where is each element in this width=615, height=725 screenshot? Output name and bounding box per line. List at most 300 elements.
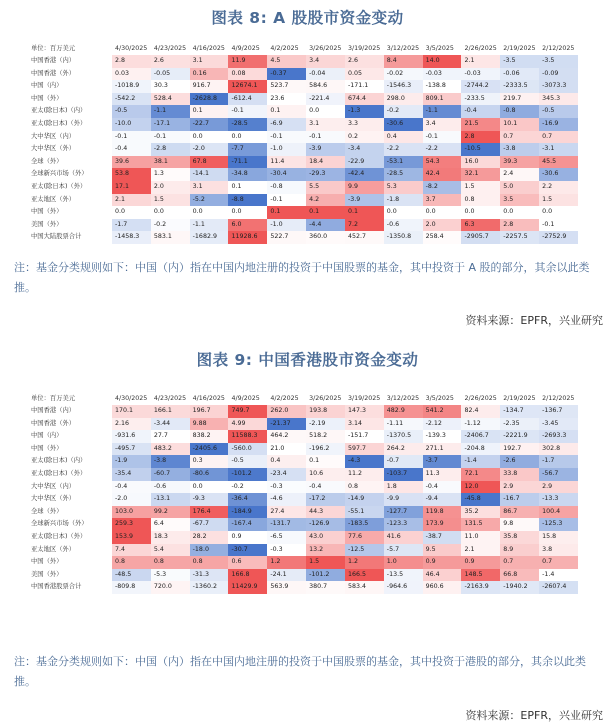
column-header: 4/2/2025 — [270, 45, 299, 52]
heatmap-cell: -2.19 — [306, 418, 345, 431]
row-label: 中国（外） — [31, 94, 63, 102]
heatmap-cell: -10.0 — [112, 118, 151, 131]
column-header: 4/23/2025 — [153, 45, 187, 52]
row-label: 中国（外） — [31, 558, 63, 566]
heatmap-cell: -2744.2 — [461, 80, 500, 93]
heatmap-cell: -3.4 — [345, 143, 384, 156]
heatmap-cell: 0.1 — [228, 181, 267, 194]
heatmap-cell: 18.3 — [151, 531, 190, 544]
heatmap-cell: -1360.2 — [190, 581, 229, 594]
heatmap-cell: -1.9 — [112, 455, 151, 468]
heatmap-cell: -1.0 — [267, 143, 306, 156]
heatmap-cell: 1.5 — [539, 194, 578, 207]
heatmap-cell: 597.7 — [345, 443, 384, 456]
table-row — [28, 443, 578, 456]
heatmap-cell: -45.8 — [461, 493, 500, 506]
heatmap-cell: 10.6 — [306, 468, 345, 481]
heatmap-cell: -542.2 — [112, 93, 151, 106]
heatmap-cell: -0.1 — [423, 131, 462, 144]
heatmap-cell: -0.5 — [539, 105, 578, 118]
heatmap-cell: -1.4 — [539, 569, 578, 582]
heatmap-cell: 11.2 — [345, 468, 384, 481]
heatmap-cell: 4.99 — [228, 418, 267, 431]
row-label: 大中华区（内） — [31, 132, 76, 140]
heatmap-cell: 3.8 — [539, 544, 578, 557]
heatmap-cell: -2.0 — [190, 143, 229, 156]
heatmap-table — [28, 42, 578, 244]
heatmap-cell: 2.16 — [112, 418, 151, 431]
heatmap-cell: -5.3 — [151, 569, 190, 582]
heatmap-cell: -9.3 — [190, 493, 229, 506]
heatmap-cell: 11429.9 — [228, 581, 267, 594]
heatmap-cell: -28.5 — [384, 168, 423, 181]
heatmap-cell: 1.8 — [384, 481, 423, 494]
heatmap-cell: 7.4 — [112, 544, 151, 557]
heatmap-cell: 2.2 — [539, 181, 578, 194]
heatmap-cell: 16.0 — [461, 156, 500, 169]
heatmap-cell: -1.11 — [384, 418, 423, 431]
heatmap-cell: -2607.4 — [539, 581, 578, 594]
heatmap-cell: -17.2 — [306, 493, 345, 506]
heatmap-cell: 0.6 — [228, 556, 267, 569]
heatmap-cell: 12.0 — [461, 481, 500, 494]
row-label: 中国香港（外） — [31, 69, 76, 77]
heatmap-cell: 0.0 — [423, 206, 462, 219]
heatmap-cell: 11.3 — [423, 468, 462, 481]
heatmap-cell: 5.3 — [384, 181, 423, 194]
heatmap-cell: 0.0 — [500, 206, 539, 219]
heatmap-cell: -21.37 — [267, 418, 306, 431]
heatmap-cell: 219.7 — [500, 93, 539, 106]
heatmap-cell: 148.5 — [461, 569, 500, 582]
heatmap-cell: 35.2 — [461, 506, 500, 519]
heatmap-cell: -1.1 — [190, 219, 229, 232]
heatmap-cell: -13.5 — [384, 569, 423, 582]
row-label: 中国（外） — [31, 208, 63, 216]
column-header: 3/19/2025 — [347, 395, 381, 402]
heatmap-cell: -0.4 — [461, 105, 500, 118]
chart-title: 图表 9: 中国香港股市资金变动 — [196, 351, 419, 369]
heatmap-cell: -0.2 — [384, 105, 423, 118]
row-label: 中国香港股票合计 — [31, 583, 82, 591]
heatmap-cell: 86.7 — [500, 506, 539, 519]
heatmap-cell: 67.8 — [190, 156, 229, 169]
table-row — [28, 481, 578, 494]
heatmap-cell: -3.9 — [345, 194, 384, 207]
heatmap-cell: -233.5 — [461, 93, 500, 106]
column-header: 4/16/2025 — [192, 395, 225, 402]
heatmap-cell: -2.0 — [112, 493, 151, 506]
table-row — [28, 105, 578, 118]
heatmap-cell: -9.9 — [384, 493, 423, 506]
heatmap-cell: 0.9 — [423, 556, 462, 569]
heatmap-cell: 0.0 — [190, 206, 229, 219]
heatmap-cell: 0.03 — [112, 68, 151, 81]
heatmap-cell: 2.9 — [500, 481, 539, 494]
heatmap-cell: -221.4 — [306, 93, 345, 106]
heatmap-cell: 262.0 — [267, 405, 306, 418]
heatmap-cell: -22.7 — [190, 118, 229, 131]
heatmap-cell: -101.2 — [306, 569, 345, 582]
heatmap-cell: 0.0 — [190, 481, 229, 494]
heatmap-cell: -123.3 — [384, 518, 423, 531]
heatmap-cell: 5.5 — [306, 181, 345, 194]
heatmap-cell: 0.9 — [461, 556, 500, 569]
heatmap-cell: -495.7 — [112, 443, 151, 456]
heatmap-cell: 41.6 — [384, 531, 423, 544]
table-row — [28, 206, 578, 219]
heatmap-cell: -60.7 — [151, 468, 190, 481]
heatmap-cell: -0.6 — [384, 219, 423, 232]
heatmap-cell: 452.7 — [345, 231, 384, 244]
table-row — [28, 569, 578, 582]
heatmap-cell: 2.9 — [539, 481, 578, 494]
heatmap-cell: 3.4 — [423, 118, 462, 131]
heatmap-cell: 4.2 — [306, 194, 345, 207]
heatmap-cell: -0.1 — [267, 131, 306, 144]
heatmap-cell: -30.6 — [539, 168, 578, 181]
row-label: 亚太(除日本)（外） — [31, 119, 87, 127]
heatmap-cell: -0.1 — [306, 131, 345, 144]
table-row — [28, 493, 578, 506]
heatmap-cell: -10.5 — [461, 143, 500, 156]
heatmap-cell: -4.6 — [267, 493, 306, 506]
heatmap-cell: 5.0 — [500, 181, 539, 194]
heatmap-cell: 9.88 — [190, 418, 229, 431]
heatmap-cell: -30.7 — [228, 544, 267, 557]
heatmap-cell: 6.4 — [151, 518, 190, 531]
heatmap-cell: 0.0 — [461, 206, 500, 219]
heatmap-cell: -0.03 — [423, 68, 462, 81]
heatmap-cell: 0.7 — [500, 556, 539, 569]
heatmap-cell: 464.2 — [267, 430, 306, 443]
row-label: 全球新兴市场（外） — [31, 170, 88, 178]
heatmap-cell: -30.4 — [267, 168, 306, 181]
heatmap-cell: 1.5 — [306, 556, 345, 569]
chart-title: 图表 8: A 股股市资金变动 — [211, 9, 404, 27]
heatmap-cell: -2406.7 — [461, 430, 500, 443]
column-header: 4/30/2025 — [115, 45, 148, 52]
header-row — [28, 392, 578, 405]
heatmap-cell: -0.1 — [228, 105, 267, 118]
heatmap-cell: 583.1 — [151, 231, 190, 244]
heatmap-cell: -0.3 — [267, 481, 306, 494]
table-row — [28, 405, 578, 418]
heatmap-cell: -0.09 — [539, 68, 578, 81]
heatmap-cell: -0.1 — [112, 131, 151, 144]
heatmap-cell: 11588.3 — [228, 430, 267, 443]
heatmap-cell: -2905.7 — [461, 231, 500, 244]
heatmap-cell: -183.5 — [345, 518, 384, 531]
heatmap-cell: -31.3 — [190, 569, 229, 582]
column-header: 3/5/2025 — [425, 45, 454, 52]
heatmap-cell: -0.8 — [267, 181, 306, 194]
heatmap-cell: 583.4 — [345, 581, 384, 594]
heatmap-cell: -16.7 — [500, 493, 539, 506]
heatmap-cell: 6.3 — [461, 219, 500, 232]
table-row — [28, 194, 578, 207]
row-label: 亚太地区（外） — [31, 195, 76, 203]
heatmap-cell: -30.6 — [384, 118, 423, 131]
heatmap-cell: 10.1 — [500, 118, 539, 131]
heatmap-cell: -101.2 — [228, 468, 267, 481]
heatmap-cell: 38.1 — [151, 156, 190, 169]
heatmap-cell: -14.1 — [190, 168, 229, 181]
heatmap-cell: 9.5 — [423, 544, 462, 557]
heatmap-cell: 8.9 — [500, 544, 539, 557]
heatmap-cell: 4.5 — [267, 55, 306, 68]
heatmap-cell: -560.0 — [228, 443, 267, 456]
heatmap-cell: -138.8 — [423, 80, 462, 93]
heatmap-cell: 0.1 — [190, 105, 229, 118]
column-header: 4/2/2025 — [270, 395, 299, 402]
heatmap-cell: 13.2 — [306, 544, 345, 557]
heatmap-cell: 528.4 — [151, 93, 190, 106]
heatmap-cell: 27.4 — [267, 506, 306, 519]
heatmap-cell: 17.1 — [112, 181, 151, 194]
heatmap-cell: -3.9 — [306, 143, 345, 156]
heatmap-cell: -1.1 — [423, 105, 462, 118]
heatmap-cell: -34.8 — [228, 168, 267, 181]
row-label: 全球新兴市场（外） — [31, 520, 88, 528]
heatmap-cell: 6.0 — [228, 219, 267, 232]
table-row — [28, 118, 578, 131]
heatmap-cell: 2.4 — [500, 168, 539, 181]
heatmap-cell: 298.0 — [384, 93, 423, 106]
heatmap-cell: -7.7 — [228, 143, 267, 156]
row-label: 大中华区（外） — [31, 145, 76, 153]
heatmap-cell: -6.5 — [267, 531, 306, 544]
heatmap-cell: -0.03 — [461, 68, 500, 81]
row-label: 亚太(除日本)（外） — [31, 182, 87, 190]
table-row — [28, 55, 578, 68]
heatmap-cell: -1.7 — [539, 455, 578, 468]
heatmap-cell: -0.4 — [112, 143, 151, 156]
column-header: 3/19/2025 — [347, 45, 381, 52]
heatmap-cell: -3073.3 — [539, 80, 578, 93]
heatmap-cell: -2752.9 — [539, 231, 578, 244]
heatmap-cell: 0.7 — [539, 556, 578, 569]
heatmap-cell: 33.8 — [500, 468, 539, 481]
heatmap-cell: 2.8 — [500, 219, 539, 232]
heatmap-cell: 749.7 — [228, 405, 267, 418]
heatmap-cell: -67.7 — [190, 518, 229, 531]
heatmap-cell: 166.8 — [228, 569, 267, 582]
heatmap-cell: 43.0 — [306, 531, 345, 544]
heatmap-cell: 5.4 — [151, 544, 190, 557]
heatmap-cell: -2163.9 — [461, 581, 500, 594]
heatmap-cell: 27.7 — [151, 430, 190, 443]
heatmap-cell: 523.7 — [267, 80, 306, 93]
row-label: 亚太(除日本)（内） — [31, 457, 87, 465]
heatmap-cell: 119.8 — [423, 506, 462, 519]
heatmap-cell: 0.08 — [228, 68, 267, 81]
heatmap-cell: -0.3 — [267, 544, 306, 557]
heatmap-cell: 1.5 — [461, 181, 500, 194]
column-header: 2/26/2025 — [464, 45, 497, 52]
heatmap-cell: 2.6 — [345, 55, 384, 68]
heatmap-cell: -14.9 — [345, 493, 384, 506]
table-row — [28, 168, 578, 181]
heatmap-table — [28, 392, 578, 594]
heatmap-cell: -0.04 — [306, 68, 345, 81]
heatmap-cell: -1.1 — [151, 105, 190, 118]
heatmap-cell: -6.9 — [267, 118, 306, 131]
heatmap-cell: -8.8 — [228, 194, 267, 207]
heatmap-cell: -0.05 — [151, 68, 190, 81]
row-label: 美国（外） — [31, 570, 63, 578]
heatmap-cell: 0.0 — [190, 131, 229, 144]
heatmap-cell: 259.3 — [112, 518, 151, 531]
heatmap-cell: -48.5 — [112, 569, 151, 582]
source-label: 资料来源：EPFR，兴业研究 — [465, 314, 603, 327]
heatmap-cell: -1.3 — [345, 105, 384, 118]
heatmap-cell: -2.2 — [384, 143, 423, 156]
table-row — [28, 219, 578, 232]
heatmap-cell: -12.5 — [345, 544, 384, 557]
heatmap-cell: -0.2 — [228, 481, 267, 494]
row-label: 中国大陆股票合计 — [31, 233, 82, 241]
table-row — [28, 468, 578, 481]
source-label: 资料来源：EPFR，兴业研究 — [465, 709, 603, 722]
heatmap-cell: 0.2 — [345, 131, 384, 144]
heatmap-cell: -1682.9 — [190, 231, 229, 244]
heatmap-cell: 45.5 — [539, 156, 578, 169]
heatmap-cell: -80.6 — [190, 468, 229, 481]
heatmap-cell: 0.4 — [384, 131, 423, 144]
heatmap-cell: 39.6 — [112, 156, 151, 169]
heatmap-cell: 0.7 — [500, 131, 539, 144]
heatmap-cell: -0.6 — [151, 481, 190, 494]
heatmap-cell: -0.5 — [228, 455, 267, 468]
heatmap-cell: -3.5 — [539, 55, 578, 68]
column-header: 2/12/2025 — [542, 45, 575, 52]
heatmap-cell: -0.7 — [384, 455, 423, 468]
heatmap-cell: -36.4 — [228, 493, 267, 506]
heatmap-cell: 21.0 — [267, 443, 306, 456]
heatmap-cell: 153.9 — [112, 531, 151, 544]
heatmap-cell: 720.0 — [151, 581, 190, 594]
heatmap-cell: -1.12 — [461, 418, 500, 431]
heatmap-cell: 82.4 — [461, 405, 500, 418]
heatmap-cell: 258.4 — [423, 231, 462, 244]
heatmap-cell: 28.2 — [190, 531, 229, 544]
heatmap-cell: 380.7 — [306, 581, 345, 594]
heatmap-cell: -3.8 — [500, 143, 539, 156]
heatmap-cell: -184.9 — [228, 506, 267, 519]
heatmap-cell: 0.0 — [151, 206, 190, 219]
heatmap-cell: 0.1 — [267, 105, 306, 118]
heatmap-cell: 302.8 — [539, 443, 578, 456]
heatmap-cell: 522.7 — [267, 231, 306, 244]
heatmap-cell: 32.1 — [461, 168, 500, 181]
heatmap-cell: 15.8 — [539, 531, 578, 544]
heatmap-cell: 11928.6 — [228, 231, 267, 244]
heatmap-cell: 2.8 — [461, 131, 500, 144]
row-label: 亚太(除日本)（内） — [31, 107, 87, 115]
heatmap-cell: 192.7 — [500, 443, 539, 456]
heatmap-cell: 1.0 — [384, 556, 423, 569]
heatmap-cell: -4.3 — [345, 455, 384, 468]
heatmap-cell: -0.02 — [384, 68, 423, 81]
table-row — [28, 181, 578, 194]
heatmap-cell: -5.7 — [384, 544, 423, 557]
heatmap-cell: -3.8 — [151, 455, 190, 468]
heatmap-cell: 2.8 — [112, 55, 151, 68]
heatmap-cell: 0.1 — [306, 455, 345, 468]
table-row — [28, 131, 578, 144]
heatmap-cell: -1940.2 — [500, 581, 539, 594]
heatmap-cell: 809.1 — [423, 93, 462, 106]
heatmap-cell: 18.4 — [306, 156, 345, 169]
heatmap-cell: -151.7 — [345, 430, 384, 443]
heatmap-cell: 2.1 — [112, 194, 151, 207]
heatmap-cell: -13.3 — [539, 493, 578, 506]
column-header: 3/5/2025 — [425, 395, 454, 402]
heatmap-cell: 3.14 — [345, 418, 384, 431]
heatmap-cell: 482.9 — [384, 405, 423, 418]
heatmap-cell: -9.4 — [423, 493, 462, 506]
table-row — [28, 581, 578, 594]
heatmap-cell: -17.1 — [151, 118, 190, 131]
heatmap-cell: -2693.3 — [539, 430, 578, 443]
heatmap-cell: -2.12 — [423, 418, 462, 431]
heatmap-cell: 44.3 — [306, 506, 345, 519]
heatmap-cell: 11.0 — [461, 531, 500, 544]
footnote: 注：基金分类规则如下：中国（内）指在中国内地注册的投资于中国股票的基金，其中投资于港股的部分，其余以此类推。 — [14, 655, 586, 688]
heatmap-cell: 23.6 — [267, 93, 306, 106]
row-label: 全球（外） — [31, 507, 63, 515]
heatmap-cell: 9.8 — [500, 518, 539, 531]
heatmap-cell: -4.4 — [306, 219, 345, 232]
heatmap-cell: 3.5 — [500, 194, 539, 207]
heatmap-cell: -55.1 — [345, 506, 384, 519]
heatmap-cell: -612.4 — [228, 93, 267, 106]
heatmap-cell: 8.4 — [384, 55, 423, 68]
heatmap-cell: -2628.8 — [190, 93, 229, 106]
column-header: 2/19/2025 — [503, 395, 536, 402]
heatmap-cell: 264.2 — [384, 443, 423, 456]
heatmap-cell: -2.2 — [423, 143, 462, 156]
heatmap-cell: -16.9 — [539, 118, 578, 131]
row-label: 大中华区（内） — [31, 482, 76, 490]
heatmap-cell: -13.1 — [151, 493, 190, 506]
heatmap-cell: -0.4 — [112, 481, 151, 494]
heatmap-cell: 30.3 — [151, 80, 190, 93]
heatmap-cell: -1546.3 — [384, 80, 423, 93]
heatmap-cell: -24.1 — [267, 569, 306, 582]
heatmap-cell: -2.8 — [151, 143, 190, 156]
heatmap-cell: 0.0 — [112, 206, 151, 219]
heatmap-cell: 0.8 — [461, 194, 500, 207]
row-label: 全球（外） — [31, 157, 63, 165]
heatmap-cell: -8.2 — [423, 181, 462, 194]
column-header: 4/9/2025 — [231, 45, 260, 52]
heatmap-cell: 9.9 — [345, 181, 384, 194]
column-header: 4/23/2025 — [153, 395, 187, 402]
heatmap-cell: 131.5 — [461, 518, 500, 531]
table-row — [28, 544, 578, 557]
heatmap-cell: 483.2 — [151, 443, 190, 456]
column-header: 4/9/2025 — [231, 395, 260, 402]
heatmap-cell: -2333.5 — [500, 80, 539, 93]
heatmap-cell: 66.8 — [500, 569, 539, 582]
row-label: 中国（外） — [31, 444, 63, 452]
heatmap-cell: 166.1 — [151, 405, 190, 418]
heatmap-cell: -18.0 — [190, 544, 229, 557]
table-row — [28, 80, 578, 93]
table-row — [28, 143, 578, 156]
